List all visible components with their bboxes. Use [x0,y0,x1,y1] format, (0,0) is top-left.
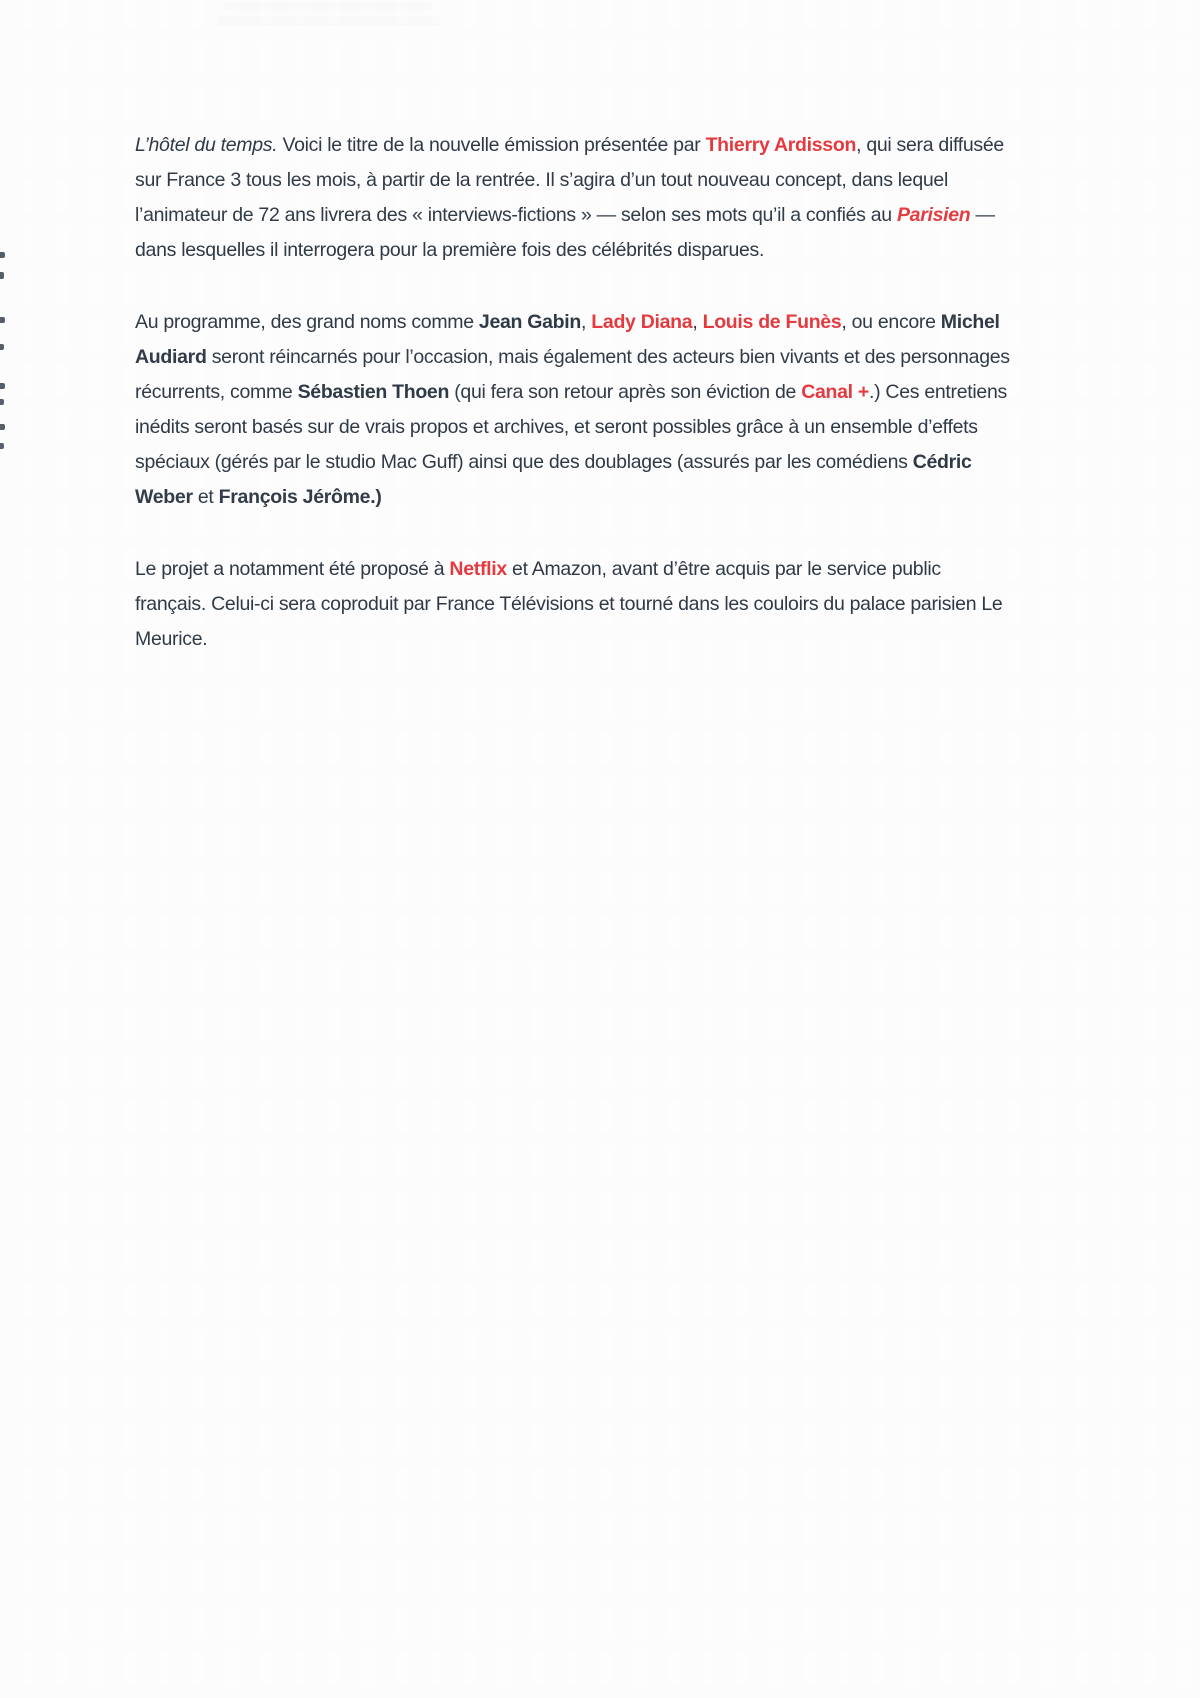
scan-ghost-bar [224,2,432,11]
text-le-projet-a: Le projet a notamment été proposé à [135,558,450,580]
text-francois-jerome: François Jérôme.) [218,486,382,508]
edge-artifact [0,443,4,449]
text-ou-encore: , ou encore [841,311,941,333]
edge-artifact [0,252,5,258]
text-jean-gabin: Jean Gabin [478,311,582,333]
text-sebastien-thoen: Sébastien Thoen [297,381,450,403]
text-et-amazon-avant: et Amazon, avant d’être acquis par le service public français. Celui-ci sera coproduit par France Télévisions et tourné dans les couloirs du palace parisien Le Meurice. [135,558,1003,650]
article-paragraph-3 [135,552,1015,657]
article-paragraph-1 [135,128,1015,268]
article-paragraph-2 [135,305,1015,515]
text-dans-lesquelles-il: — dans lesquelles il interrogera pour la première fois des célébrités disparues. [135,204,995,261]
text-qui-sera-diffusee: , qui sera diffusée sur France 3 tous les mois, à partir de la rentrée. Il s’agira d’un tout nouveau concept, dans lequel l’animateur de 72 ans livrera des « interviews-fictions » — selon ses mots qu’il a confiés au [135,134,1004,226]
text-qui-fera-son: (qui fera son retour après son éviction de [449,381,802,403]
link-thierry-ardisson[interactable]: Thierry Ardisson [705,134,857,156]
edge-artifact [0,272,4,279]
article-body [135,128,1015,657]
edge-artifact [0,424,5,430]
text-au-programme-des: Au programme, des grand noms comme [135,311,479,333]
link-netflix[interactable]: Netflix [449,558,507,580]
text-et: et [192,486,219,508]
edge-artifact [0,317,5,323]
edge-artifact [0,399,4,405]
link-lady-diana[interactable]: Lady Diana [591,311,693,333]
edge-artifact [0,383,5,389]
edge-artifact [0,344,4,350]
text-segment: , [581,311,592,333]
link-louis-de-funes[interactable]: Louis de Funès [702,311,842,333]
text-michel-audiard: Michel Audiard [135,311,1000,368]
text-l-hotel-du: L’hôtel du temps. [135,134,278,156]
text-segment: , [692,311,703,333]
text-ces-entretiens-inedits: .) Ces entretiens inédits seront basés sur de vrais propos et archives, et seront possibles grâce à un ensemble d’effets spéciaux (gérés par le studio Mac Guff) ainsi que des doublages (assurés par les comédiens [135,381,1007,473]
text-seront-reincarnes-pour: seront réincarnés pour l’occasion, mais également des acteurs bien vivants et des personnages récurrents, comme [135,346,1010,403]
text-voici-le-titre: Voici le titre de la nouvelle émission présentée par [277,134,706,156]
scan-ghost-bar [217,16,440,26]
text-cedric-weber: Cédric Weber [135,451,972,508]
link-canal[interactable]: Canal + [801,381,869,403]
link-parisien[interactable]: Parisien [896,204,971,226]
